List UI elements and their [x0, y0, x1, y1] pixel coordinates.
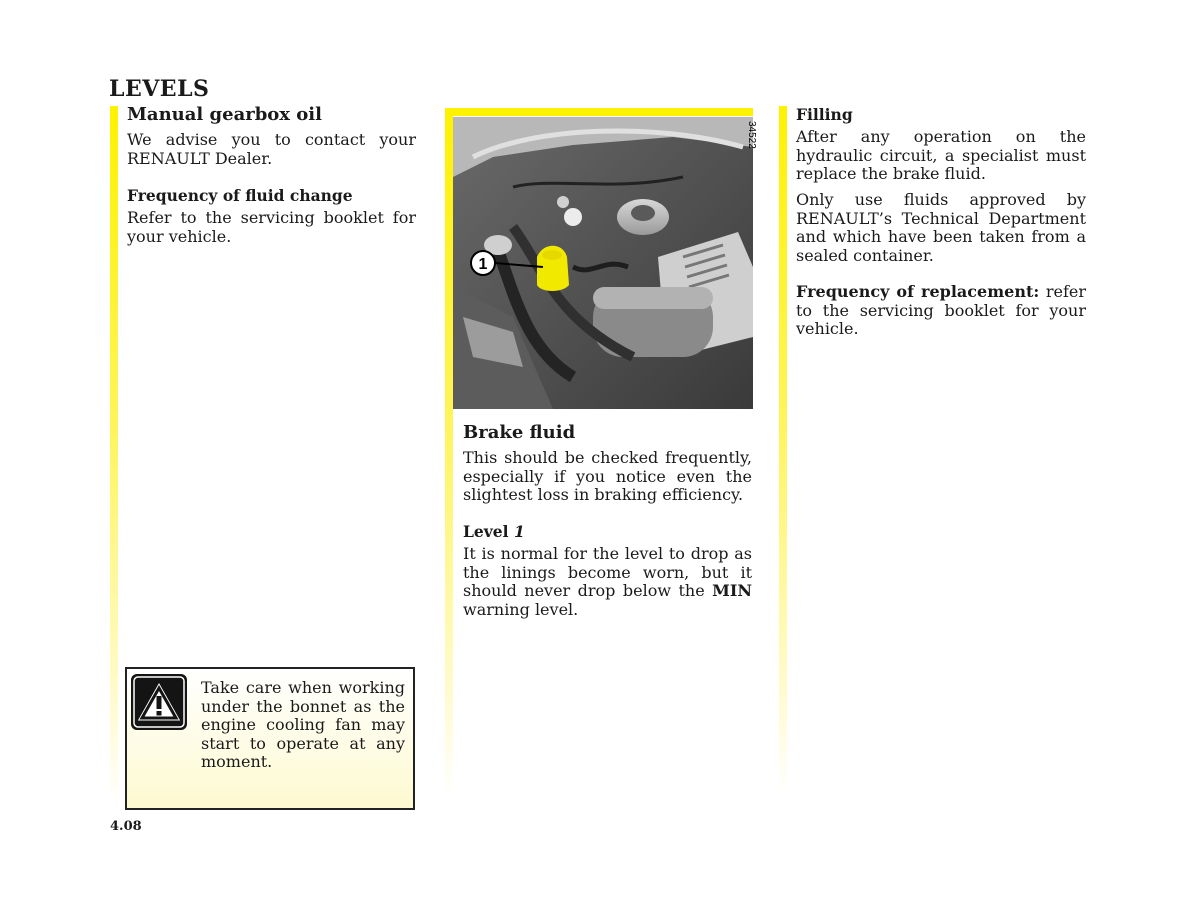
level-heading: [463, 522, 752, 541]
level-label: Level: [463, 522, 509, 541]
warning-triangle-icon: [131, 674, 187, 730]
brake-fluid-heading: Brake fluid: [463, 422, 576, 443]
warning-box: [125, 667, 415, 810]
column-2-accent-bar: [445, 108, 453, 798]
filling-paragraph-1: After any operation on the hydraulic circuit, a specialist must replace the brake fluid.: [796, 127, 1086, 183]
replacement-frequency: [796, 283, 1086, 339]
column-3-accent-bar: [779, 106, 787, 796]
brake-fluid-text: This should be checked frequently, especially if you notice even the slightest loss in braking efficiency.: [463, 448, 752, 504]
column-1-accent-bar: [110, 106, 118, 806]
callout-1-label: 1: [478, 256, 488, 273]
min-label: MIN: [712, 581, 752, 600]
filling-heading: Filling: [796, 105, 853, 124]
photo-ref-code: 34522: [746, 121, 757, 149]
page-title: LEVELS: [109, 76, 210, 102]
level-number: 1: [513, 522, 525, 541]
warning-text: Take care when working under the bonnet as the engine cooling fan may start to operate at any moment.: [201, 678, 405, 771]
filling-paragraph-2: Only use fluids approved by RENAULT’s Technical Department and which have been taken from a sealed container.: [796, 190, 1086, 265]
manual-gearbox-intro: We advise you to contact your RENAULT Dealer.: [127, 130, 416, 168]
replacement-frequency-text: refer to the servicing booklet for your vehicle.: [796, 282, 1086, 338]
page-number: 4.08: [110, 819, 142, 834]
manual-gearbox-heading: Manual gearbox oil: [127, 104, 322, 125]
fluid-change-heading: Frequency of fluid change: [127, 186, 353, 205]
level-text: [463, 545, 752, 619]
level-text-pre: It is normal for the level to drop as the linings become worn, but it should never drop below the: [463, 544, 752, 600]
fluid-change-text: Refer to the servicing booklet for your vehicle.: [127, 208, 416, 246]
engine-bay-photo: [453, 117, 757, 409]
level-text-post: warning level.: [463, 599, 579, 619]
replacement-frequency-label: Frequency of replacement:: [796, 282, 1040, 301]
column-2-top-bar: [445, 108, 753, 116]
